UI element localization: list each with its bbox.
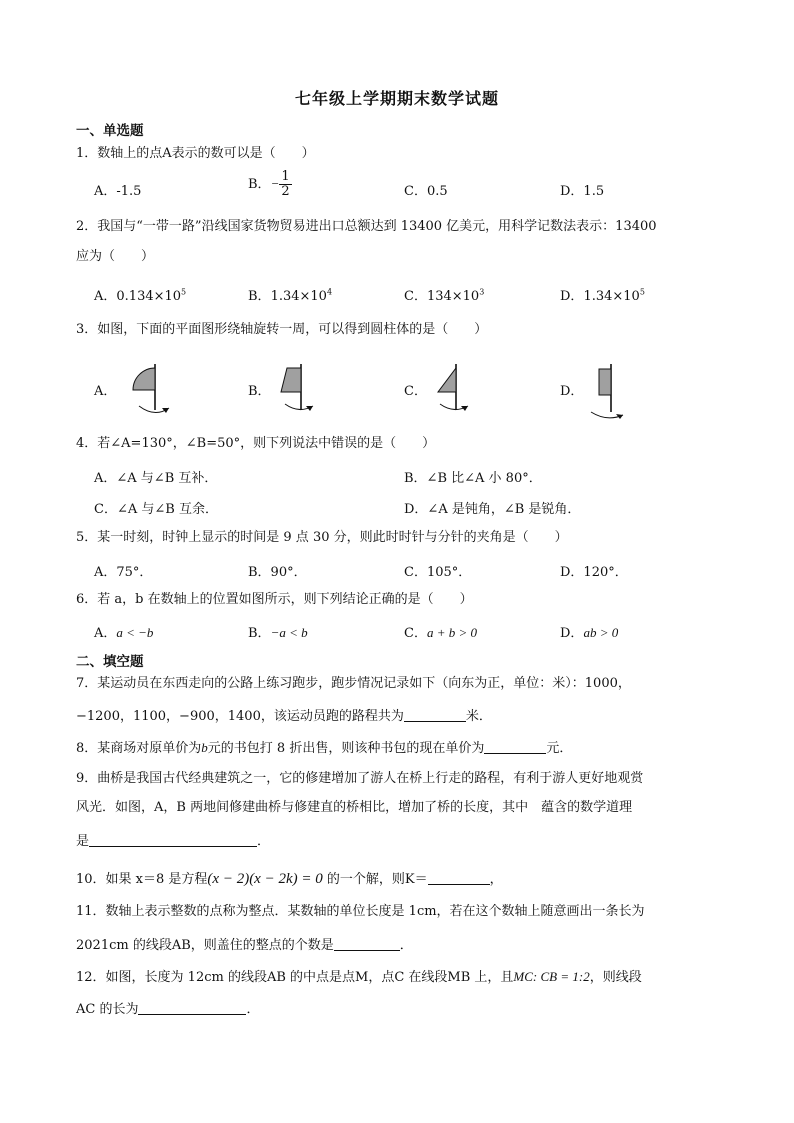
fraction-numerator: 1	[281, 169, 290, 184]
question-8-unit: 元．	[546, 741, 573, 756]
question-3-option-c-label: C．	[404, 384, 427, 399]
question-12-text: 12．如图，长度为 12cm 的线段AB 的中点是点M，点C 在线段MB 上，且	[76, 970, 514, 985]
option-label: B．	[248, 626, 271, 641]
answer-blank[interactable]	[334, 936, 400, 951]
mantissa: 134×10	[426, 289, 480, 304]
exponent: 4	[326, 287, 333, 297]
question-10-text: 的一个解，则K＝	[326, 872, 428, 887]
question-2-option-c	[404, 285, 484, 304]
option-label: B．	[248, 177, 271, 192]
variable-b: b	[201, 740, 208, 755]
question-9-stem-line-2: 风光．如图，A，B 两地间修建曲桥与修建直的桥相比，增加了桥的长度，其中 蕴含的数学道理	[76, 800, 633, 815]
question-10-text: 10．如果 x＝8 是方程	[76, 872, 208, 887]
question-8-text: 元的书包打 8 折出售，则该种书包的现在单价为	[207, 741, 485, 756]
question-6-option-a	[94, 622, 153, 641]
question-7-stem-line-2	[76, 705, 492, 724]
exponent: 5	[181, 287, 187, 297]
section-heading-single-choice: 一、单选题	[76, 123, 144, 139]
option-label: D．	[560, 626, 584, 641]
option-label: C．	[404, 626, 427, 641]
math-expression: −a < b	[270, 625, 308, 640]
question-5-option-b: B．90°．	[248, 565, 307, 580]
answer-blank[interactable]	[428, 870, 490, 885]
question-6-option-b	[248, 622, 308, 641]
figure-trapezoid-rotation	[275, 360, 325, 420]
equation: (x − 2)(x − 2k) = 0	[207, 871, 323, 887]
option-label: D．	[560, 289, 584, 304]
question-5-stem: 5．某一时刻，时钟上显示的时间是 9 点 30 分，则此时时针与分针的夹角是（ ）	[76, 530, 568, 545]
question-2-stem-line-2: 应为（ ）	[76, 249, 155, 264]
fraction	[279, 170, 291, 199]
question-12-text: ．	[246, 1002, 260, 1017]
question-1-option-c: C．0.5	[404, 184, 448, 199]
figure-rectangle-rotation	[585, 360, 635, 420]
question-2-option-d	[560, 285, 645, 304]
question-5-option-c: C．105°．	[404, 565, 472, 580]
question-8-text: 8．某商场对原单价为	[76, 741, 202, 756]
question-4-stem: 4．若∠A=130°，∠B=50°，则下列说法中错误的是（ ）	[76, 436, 436, 451]
question-4-option-a: A．∠A 与∠B 互补．	[94, 471, 218, 486]
question-8-stem	[76, 737, 572, 756]
mantissa: 1.34×10	[583, 289, 640, 304]
question-9-text: 是	[76, 834, 90, 849]
question-12-stem-line-1	[76, 966, 642, 985]
answer-blank[interactable]	[89, 832, 257, 847]
question-1-option-b	[248, 170, 292, 199]
mantissa: 1.34×10	[270, 289, 327, 304]
mantissa: 0.134×10	[116, 289, 182, 304]
figure-quarter-circle-rotation	[125, 360, 175, 420]
option-label: C．	[404, 289, 427, 304]
question-7-stem-line-1: 7．某运动员在东西走向的公路上练习跑步，跑步情况记录如下（向东为正，单位：米）：1000，	[76, 676, 631, 691]
question-12-text: AC 的长为	[76, 1002, 139, 1017]
question-1-option-d: D．1.5	[560, 184, 605, 199]
question-1-stem: 1．数轴上的点A表示的数可以是（ ）	[76, 146, 315, 161]
question-10-stem	[76, 868, 503, 888]
question-12-text: ，则线段	[589, 970, 642, 985]
math-expression: ab > 0	[583, 625, 619, 640]
option-label: A．	[94, 289, 117, 304]
math-expression: a + b > 0	[426, 625, 477, 640]
question-2-stem-line-1: 2．我国与“一带一路”沿线国家货物贸易进出口总额达到 13400 亿美元，用科学记数法表示：13400	[76, 219, 657, 234]
question-11-text: ．	[399, 938, 413, 953]
question-11-text: 2021cm 的线段AB，则盖住的整点的个数是	[76, 938, 334, 953]
question-7-text: −1200，1100，−900，1400，该运动员跑的路程共为	[76, 709, 404, 724]
question-11-stem-line-1: 11．数轴上表示整数的点称为整点．某数轴的单位长度是 1cm，若在这个数轴上随意画出一条长为	[76, 904, 645, 919]
question-3-stem: 3．如图，下面的平面图形绕轴旋转一周，可以得到圆柱体的是（ ）	[76, 322, 488, 337]
question-1-option-a: A．-1.5	[94, 184, 142, 199]
question-3-option-a-label: A．	[94, 384, 117, 399]
question-4-option-d: D．∠A 是钝角，∠B 是锐角．	[404, 502, 581, 517]
ratio-expression: MC: CB = 1:2	[513, 969, 590, 984]
question-5-option-a: A．75°．	[94, 565, 153, 580]
answer-blank[interactable]	[484, 739, 546, 754]
question-6-option-d	[560, 622, 618, 641]
figure-triangle-rotation	[430, 360, 480, 420]
question-5-option-d: D．120°．	[560, 565, 628, 580]
question-11-stem-line-2	[76, 934, 413, 953]
question-9-stem-line-1: 9．曲桥是我国古代经典建筑之一，它的修建增加了游人在桥上行走的路程，有利于游人更好地观赏	[76, 771, 644, 786]
question-4-option-b: B．∠B 比∠A 小 80°．	[404, 471, 542, 486]
question-2-option-a	[94, 285, 186, 304]
exponent: 3	[479, 287, 485, 297]
question-4-option-c: C．∠A 与∠B 互余．	[94, 502, 218, 517]
question-2-option-b	[248, 285, 332, 304]
page-title: 七年级上学期期末数学试题	[294, 89, 499, 108]
question-6-option-c	[404, 622, 477, 641]
question-6-stem: 6．若 a，b 在数轴上的位置如图所示，则下列结论正确的是（ ）	[76, 592, 473, 607]
math-expression: a < −b	[116, 625, 154, 640]
question-3-option-d-label: D．	[560, 384, 584, 399]
question-7-unit: 米．	[465, 709, 492, 724]
section-heading-fill-in-blank: 二、填空题	[76, 654, 144, 670]
question-12-stem-line-2	[76, 998, 259, 1017]
option-label: B．	[248, 289, 271, 304]
minus-sign: −	[270, 176, 280, 191]
answer-blank[interactable]	[138, 1000, 246, 1015]
question-9-text: ．	[257, 834, 271, 849]
question-3-option-b-label: B．	[248, 384, 271, 399]
question-9-stem-line-3	[76, 830, 270, 849]
answer-blank[interactable]	[404, 707, 466, 722]
fraction-denominator: 2	[281, 184, 290, 199]
exponent: 5	[639, 287, 645, 297]
option-label: A．	[94, 626, 117, 641]
question-10-text: ，	[489, 872, 503, 887]
